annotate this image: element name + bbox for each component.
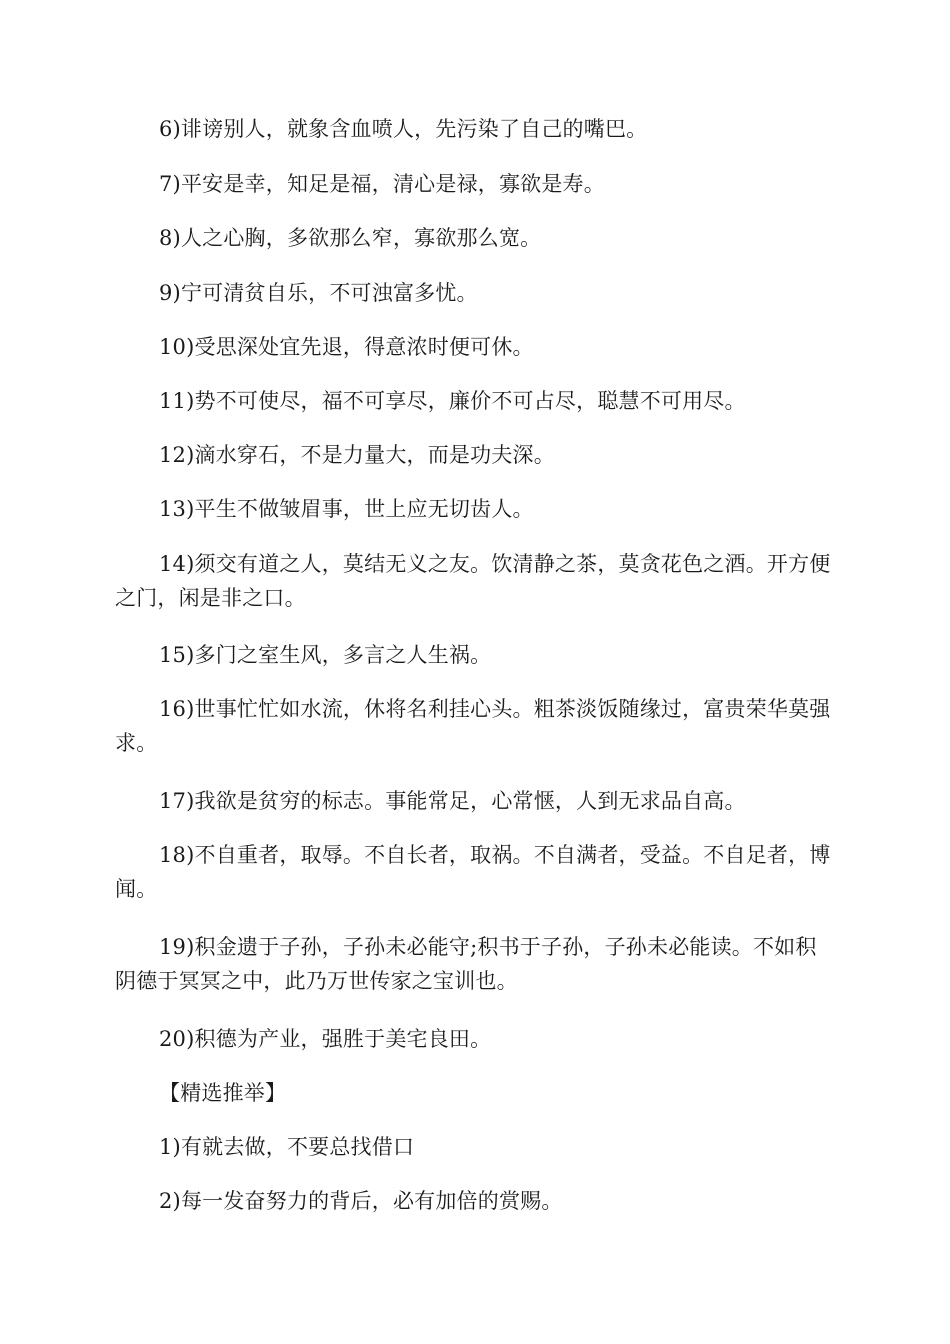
paragraph-14: 14)须交有道之人，莫结无义之友。饮清静之茶，莫贪花色之酒。开方便之门，闲是非之口。 <box>115 552 831 610</box>
paragraph-19: 19)积金遗于子孙，子孙未必能守;积书于子孙，子孙未必能读。不如积阴德于冥冥之中，此乃万世传家之宝训也。 <box>115 935 817 993</box>
paragraph-9: 9)宁可清贫自乐，不可浊富多忧。 <box>159 281 478 305</box>
recommended-2: 2)每一发奋努力的背后，必有加倍的赏赐。 <box>159 1189 563 1213</box>
paragraph-20: 20)积德为产业，强胜于美宅良田。 <box>159 1027 492 1051</box>
paragraph-17: 17)我欲是贫穷的标志。事能常足，心常惬，人到无求品自高。 <box>159 789 746 813</box>
paragraph-13: 13)平生不做皱眉事，世上应无切齿人。 <box>159 497 534 521</box>
paragraph-12: 12)滴水穿石，不是力量大，而是功夫深。 <box>159 443 555 467</box>
paragraph-15: 15)多门之室生风，多言之人生祸。 <box>159 643 492 667</box>
paragraph-8: 8)人之心胸，多欲那么窄，寡欲那么宽。 <box>159 226 542 250</box>
recommended-1: 1)有就去做，不要总找借口 <box>159 1135 415 1159</box>
paragraph-11: 11)势不可使尽，福不可享尽，廉价不可占尽，聪慧不可用尽。 <box>159 389 746 413</box>
paragraph-18: 18)不自重者，取辱。不自长者，取祸。不自满者，受益。不自足者，博闻。 <box>115 843 831 901</box>
section-heading: 【精选推举】 <box>159 1081 287 1105</box>
paragraph-16: 16)世事忙忙如水流，休将名利挂心头。粗茶淡饭随缘过，富贵荣华莫强求。 <box>115 697 831 755</box>
paragraph-10: 10)受思深处宜先退，得意浓时便可休。 <box>159 335 534 359</box>
paragraph-7: 7)平安是幸，知足是福，清心是禄，寡欲是寿。 <box>159 172 605 196</box>
paragraph-6: 6)诽谤别人，就象含血喷人，先污染了自己的嘴巴。 <box>159 117 648 141</box>
